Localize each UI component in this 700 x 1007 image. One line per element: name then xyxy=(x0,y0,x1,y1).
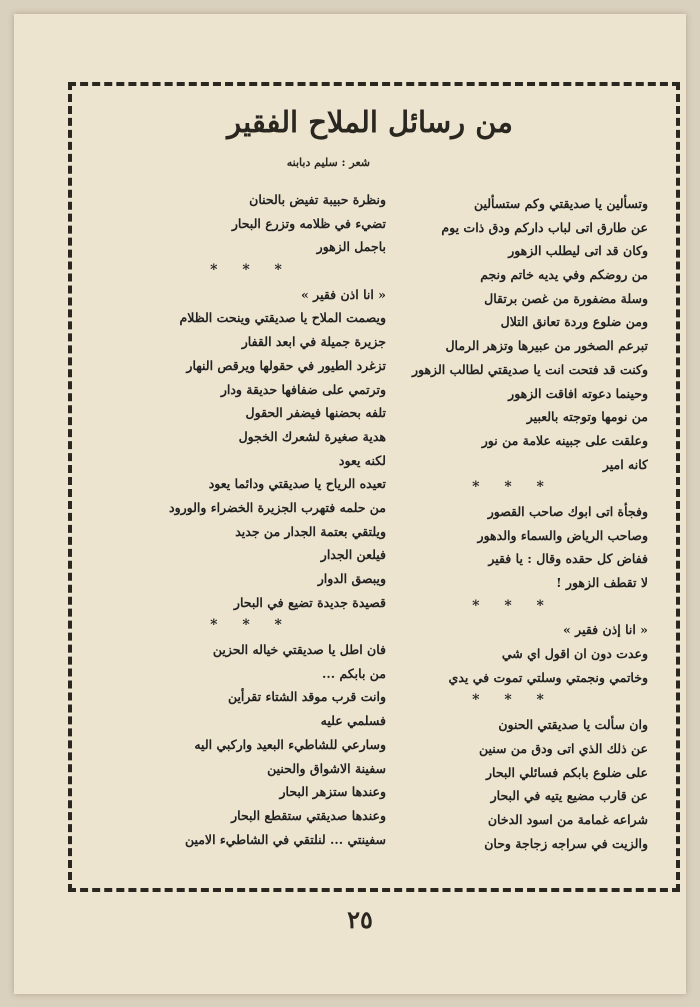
poem-line: ويبصق الدوار xyxy=(317,571,386,586)
poem-line: وخاتمي ونجمتي وسلتي تموت في يدي xyxy=(448,669,648,685)
poem-line: وحينما دعوته افاقت الزهور xyxy=(508,385,648,401)
poem-column-right xyxy=(378,192,648,855)
poem-line: فيلعن الجدار xyxy=(320,547,386,563)
poem-line: والزيت في سراجه زجاجة وحان xyxy=(484,835,648,851)
poem-line: من بابكم ... xyxy=(322,665,386,681)
poet-byline: شعر : سليم دبابنه xyxy=(286,156,370,169)
poem-line: تعيده الرياح يا صديقتي ودائما يعود xyxy=(208,476,386,492)
poem-line: « انا إذن فقير » xyxy=(563,622,648,638)
poem-line: من نومها وتوجته بالعبير xyxy=(526,409,648,425)
poem-line: باجمل الزهور xyxy=(316,239,386,255)
poem-line: سفينة الاشواق والحنين xyxy=(267,760,386,776)
stanza-separator: * * * xyxy=(472,597,554,614)
stanza-separator: * * * xyxy=(472,479,554,496)
poem-line: وسلة مضفورة من غصن برتقال xyxy=(484,290,648,306)
poem-line: لكنه يعود xyxy=(338,452,386,468)
poem-line: وكنت قد فتحت انت يا صديقتي لطالب الزهور xyxy=(411,361,648,377)
poem-line: ويلتقي بعتمة الجدار من جديد xyxy=(235,523,386,539)
poem-line: وان سألت يا صديقتي الحنون xyxy=(498,717,648,733)
poem-line: وسارعي للشاطيء البعيد واركبي اليه xyxy=(194,736,386,752)
poem-line: جزيرة جميلة في ابعد القفار xyxy=(241,334,386,350)
poem-line: وتسألين يا صديقتي وكم ستسألين xyxy=(473,196,648,211)
stanza-separator: * * * xyxy=(210,617,292,634)
poem-line: سفينتي ... لنلتقي في الشاطيء الامين xyxy=(184,831,386,847)
poem-line: وصاحب الرياض والسماء والدهور xyxy=(477,527,648,543)
poem-line: ففاض كل حقده وقال : يا فقير xyxy=(488,551,648,567)
poem-line: فان اطل يا صديقتي خياله الحزين xyxy=(212,642,386,658)
poem-line: وعدت دون ان اقول اي شي xyxy=(501,646,648,662)
poem-title: من رسائل الملاح الفقير xyxy=(227,105,513,139)
poem-line: تبرعم الصخور من عبيرها وتزهر الرمال xyxy=(445,338,648,354)
poem-line: ومن ضلوع وردة تعانق التلال xyxy=(500,314,648,330)
poem-line: هدية صغيرة لشعرك الخجول xyxy=(238,428,386,444)
poem-line: تزغرد الطيور في حقولها ويرقص النهار xyxy=(186,357,386,373)
poem-line: « انا اذن فقير » xyxy=(301,286,386,302)
poem-line: ونظرة حبيبة تفيض بالحنان xyxy=(249,192,386,207)
poem-line: قصيدة جديدة تضيع في البحار xyxy=(233,594,386,610)
poem-line: وعندها صديقتي ستقطع البحار xyxy=(231,807,386,823)
poem-line: عن ذلك الذي اتى ودق من سنين xyxy=(478,740,648,756)
poem-line: وعندها ستزهر البحار xyxy=(279,784,386,800)
poem-line: على ضلوع بابكم فسائلي البحار xyxy=(485,764,648,780)
poem-line: وانت قرب موقد الشتاء تقرأين xyxy=(227,689,386,705)
poem-line: كانه امير xyxy=(602,456,648,472)
poem-line: فسلمي عليه xyxy=(320,713,386,729)
poem-line: ويصمت الملاح يا صديقتي وينحت الظلام xyxy=(179,310,386,326)
poem-line: وفجأة اتى ابوك صاحب القصور xyxy=(487,503,648,519)
stanza-separator: * * * xyxy=(210,262,292,279)
poem-line: من حلمه فتهرب الجزيرة الخضراء والورود xyxy=(169,499,386,515)
poem-column-left xyxy=(116,188,386,851)
poem-line: لا تقطف الزهور ! xyxy=(556,575,648,590)
poem-line: عن طارق اتى لباب داركم ودق ذات يوم xyxy=(441,219,648,235)
poem-line: تضيء في ظلامه وتزرع البحار xyxy=(231,215,386,231)
page-number: ٢٥ xyxy=(347,905,373,934)
poem-line: وعلقت على جبينه علامة من نور xyxy=(481,432,648,448)
poem-line: تلفه بحضنها فيضفر الحقول xyxy=(245,405,386,421)
poem-line: شراعه غمامة من اسود الدخان xyxy=(487,811,648,827)
poem-line: وكان قد اتى ليطلب الزهور xyxy=(508,243,648,259)
poem-line: وترتمي على ضفافها حديقة ودار xyxy=(220,381,386,397)
poem-line: عن قارب مضيع يتيه في البحار xyxy=(490,788,648,804)
poem-line: من روضكم وفي يديه خاتم ونجم xyxy=(480,267,648,283)
stanza-separator: * * * xyxy=(472,692,554,709)
